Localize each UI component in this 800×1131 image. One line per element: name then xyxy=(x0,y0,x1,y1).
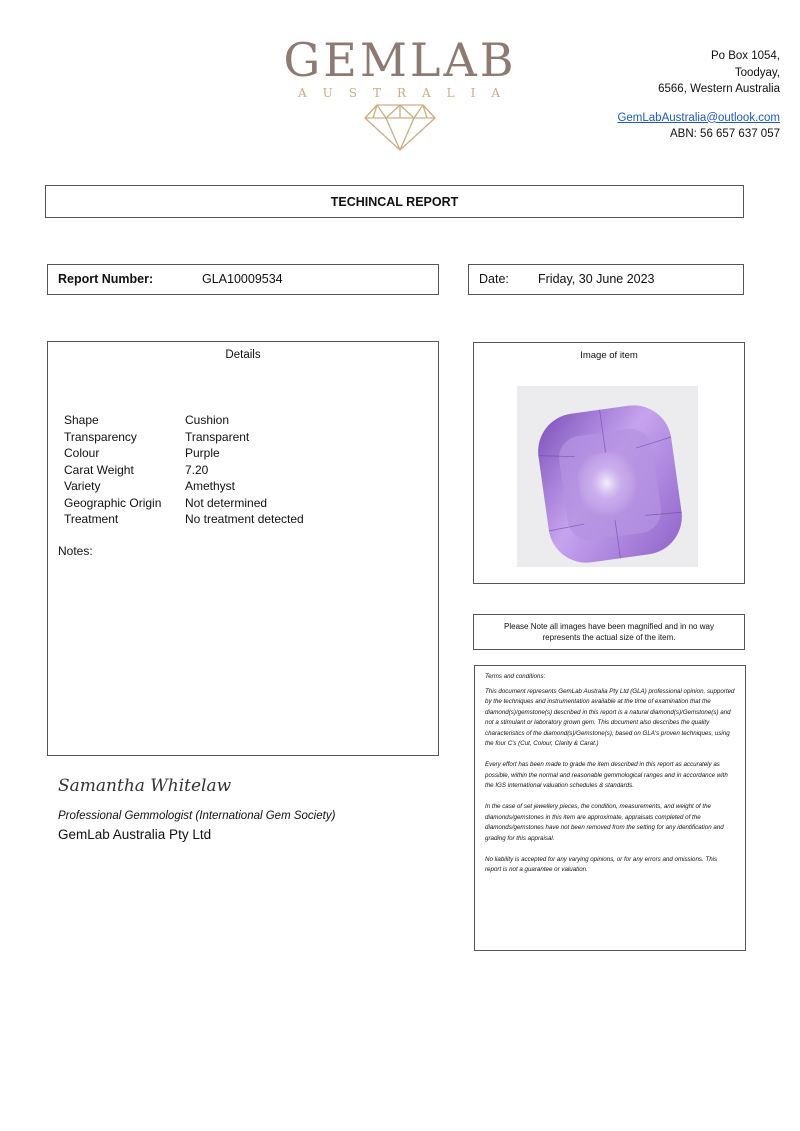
details-value: Transparent xyxy=(185,429,250,444)
details-table xyxy=(64,412,304,528)
diamond-icon xyxy=(363,102,437,152)
details-key: Colour xyxy=(64,446,100,460)
item-image-panel xyxy=(473,342,745,584)
terms-paragraph-4: No liability is accepted for any varying opinions, or for any errors and omissions. This report is not a guarantee or valuation. xyxy=(485,855,718,873)
details-row xyxy=(64,478,304,495)
details-value: Purple xyxy=(185,446,220,460)
details-key: Geographic Origin xyxy=(64,495,162,510)
gemlab-logo xyxy=(280,33,520,156)
details-row xyxy=(64,495,304,512)
details-value: Not determined xyxy=(185,495,268,510)
company-address xyxy=(520,48,780,143)
date-value: Friday, 30 June 2023 xyxy=(538,272,655,286)
date-box xyxy=(468,264,744,295)
report-number-value: GLA10009534 xyxy=(202,272,283,286)
signature: Samantha Whitelaw xyxy=(58,776,232,796)
details-value: Cushion xyxy=(185,413,230,427)
notes-label: Notes: xyxy=(58,544,93,558)
report-number-label: Report Number: xyxy=(58,272,154,286)
logo-wordmark: GEMLAB xyxy=(283,33,517,87)
gem-photo xyxy=(517,386,698,567)
terms-paragraph-2: Every effort has been made to grade the item described in this report as accurately as possible, within the normal and reasonable gemmological ranges and in accordance with the IGS international valuation schedules & standards. xyxy=(485,761,728,789)
details-value: No treatment detected xyxy=(185,512,304,526)
magnification-note xyxy=(473,614,745,650)
details-panel xyxy=(47,341,439,756)
address-line-3: 6566, Western Australia xyxy=(658,83,780,95)
amethyst-image xyxy=(517,386,698,567)
signatory-title: Professional Gemmologist (International Gem Society) xyxy=(58,810,336,822)
address-line-1: Po Box 1054, xyxy=(710,50,780,62)
signatory-company: GemLab Australia Pty Ltd xyxy=(58,827,212,842)
details-row xyxy=(64,462,304,479)
terms-paragraph-3: In the case of set jewellery pieces, the condition, measurements, and weight of the diamonds/gemstones in this item are approximate, appraisals completed of the diamonds/gemstones have not been removed from the setting for any identification and grading for this appraisal. xyxy=(485,803,724,842)
details-row xyxy=(64,412,304,429)
report-number-box xyxy=(47,264,439,295)
details-heading: Details xyxy=(225,349,261,361)
details-row xyxy=(64,511,304,528)
details-value: 7.20 xyxy=(185,462,209,477)
abn-number: ABN: 56 657 637 057 xyxy=(670,128,780,140)
date-label: Date: xyxy=(479,272,509,286)
report-title: TECHINCAL REPORT xyxy=(45,185,744,218)
details-value: Amethyst xyxy=(185,479,236,493)
note-line-1: Please Note all images have been magnified and in no way xyxy=(504,621,714,631)
details-row xyxy=(64,445,304,462)
details-key: Treatment xyxy=(64,512,119,526)
address-line-2: Toodyay, xyxy=(734,66,780,79)
details-key: Carat Weight xyxy=(64,462,134,477)
email-link[interactable]: GemLabAustralia@outlook.com xyxy=(617,111,780,124)
details-key: Shape xyxy=(64,413,99,427)
terms-heading: Terms and conditions: xyxy=(485,673,546,680)
details-key: Transparency xyxy=(64,429,137,444)
image-heading: Image of item xyxy=(580,350,638,361)
logo-subword: AUSTRALIA xyxy=(297,86,517,100)
details-row xyxy=(64,429,304,446)
terms-panel xyxy=(474,665,746,951)
terms-paragraph-1: This document represents GemLab Australia Pty Ltd (GLA) professional opinion, supported by the techniques and instrumentation available at the time of examination that the diamond(s)/gemstone(s) described in this report is a natural diamond(s)/Gemstone(s) and not a stimulant or laboratory grown gem. This document also describes the quality characteristics of the diamond(s)/Gemstone(s), based on GLA's proven techniques, using the four C's (Cut, Colour, Clarity & Carat.) xyxy=(485,687,735,747)
note-line-2: represents the actual size of the item. xyxy=(542,633,676,642)
details-key: Variety xyxy=(64,479,101,493)
